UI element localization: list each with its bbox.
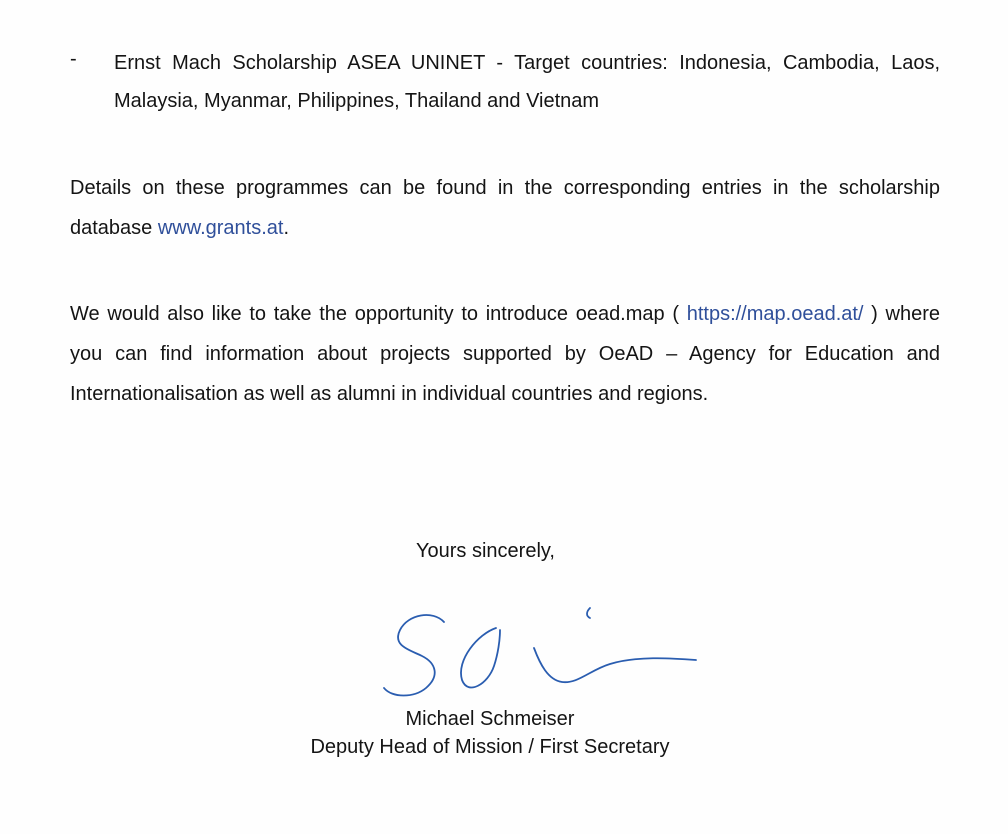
signer-title: Deputy Head of Mission / First Secretary (310, 736, 670, 758)
oead-map-link[interactable]: https://map.oead.at/ (686, 303, 864, 325)
oead-paragraph (70, 294, 940, 414)
details-paragraph (70, 168, 940, 248)
bullet-text: Ernst Mach Scholarship ASEA UNINET - Target countries: Indonesia, Cambodia, Laos, Malaysia, Myanmar, Philippines, Thailand and Vietnam (114, 52, 940, 112)
signer-name-text: Michael Schmeiser (405, 708, 575, 730)
grants-link[interactable]: www.grants.at (157, 217, 284, 239)
details-text: Details on these programmes can be found in the corresponding entries in the scholarship database (70, 177, 940, 239)
bullet-marker: - (70, 48, 77, 70)
oead-text-start: We would also like to take the opportunity to introduce oead.map ( (70, 303, 687, 325)
closing-salutation: Yours sincerely, (416, 540, 555, 562)
details-text-end: . (283, 217, 290, 239)
oead-text-end: ) where you can find information about projects supported by OeAD – Agency for Education and Internationalisation as well as alumni in individual countries and regions. (70, 303, 940, 405)
signature-icon (378, 600, 708, 710)
signer-name (0, 705, 980, 733)
